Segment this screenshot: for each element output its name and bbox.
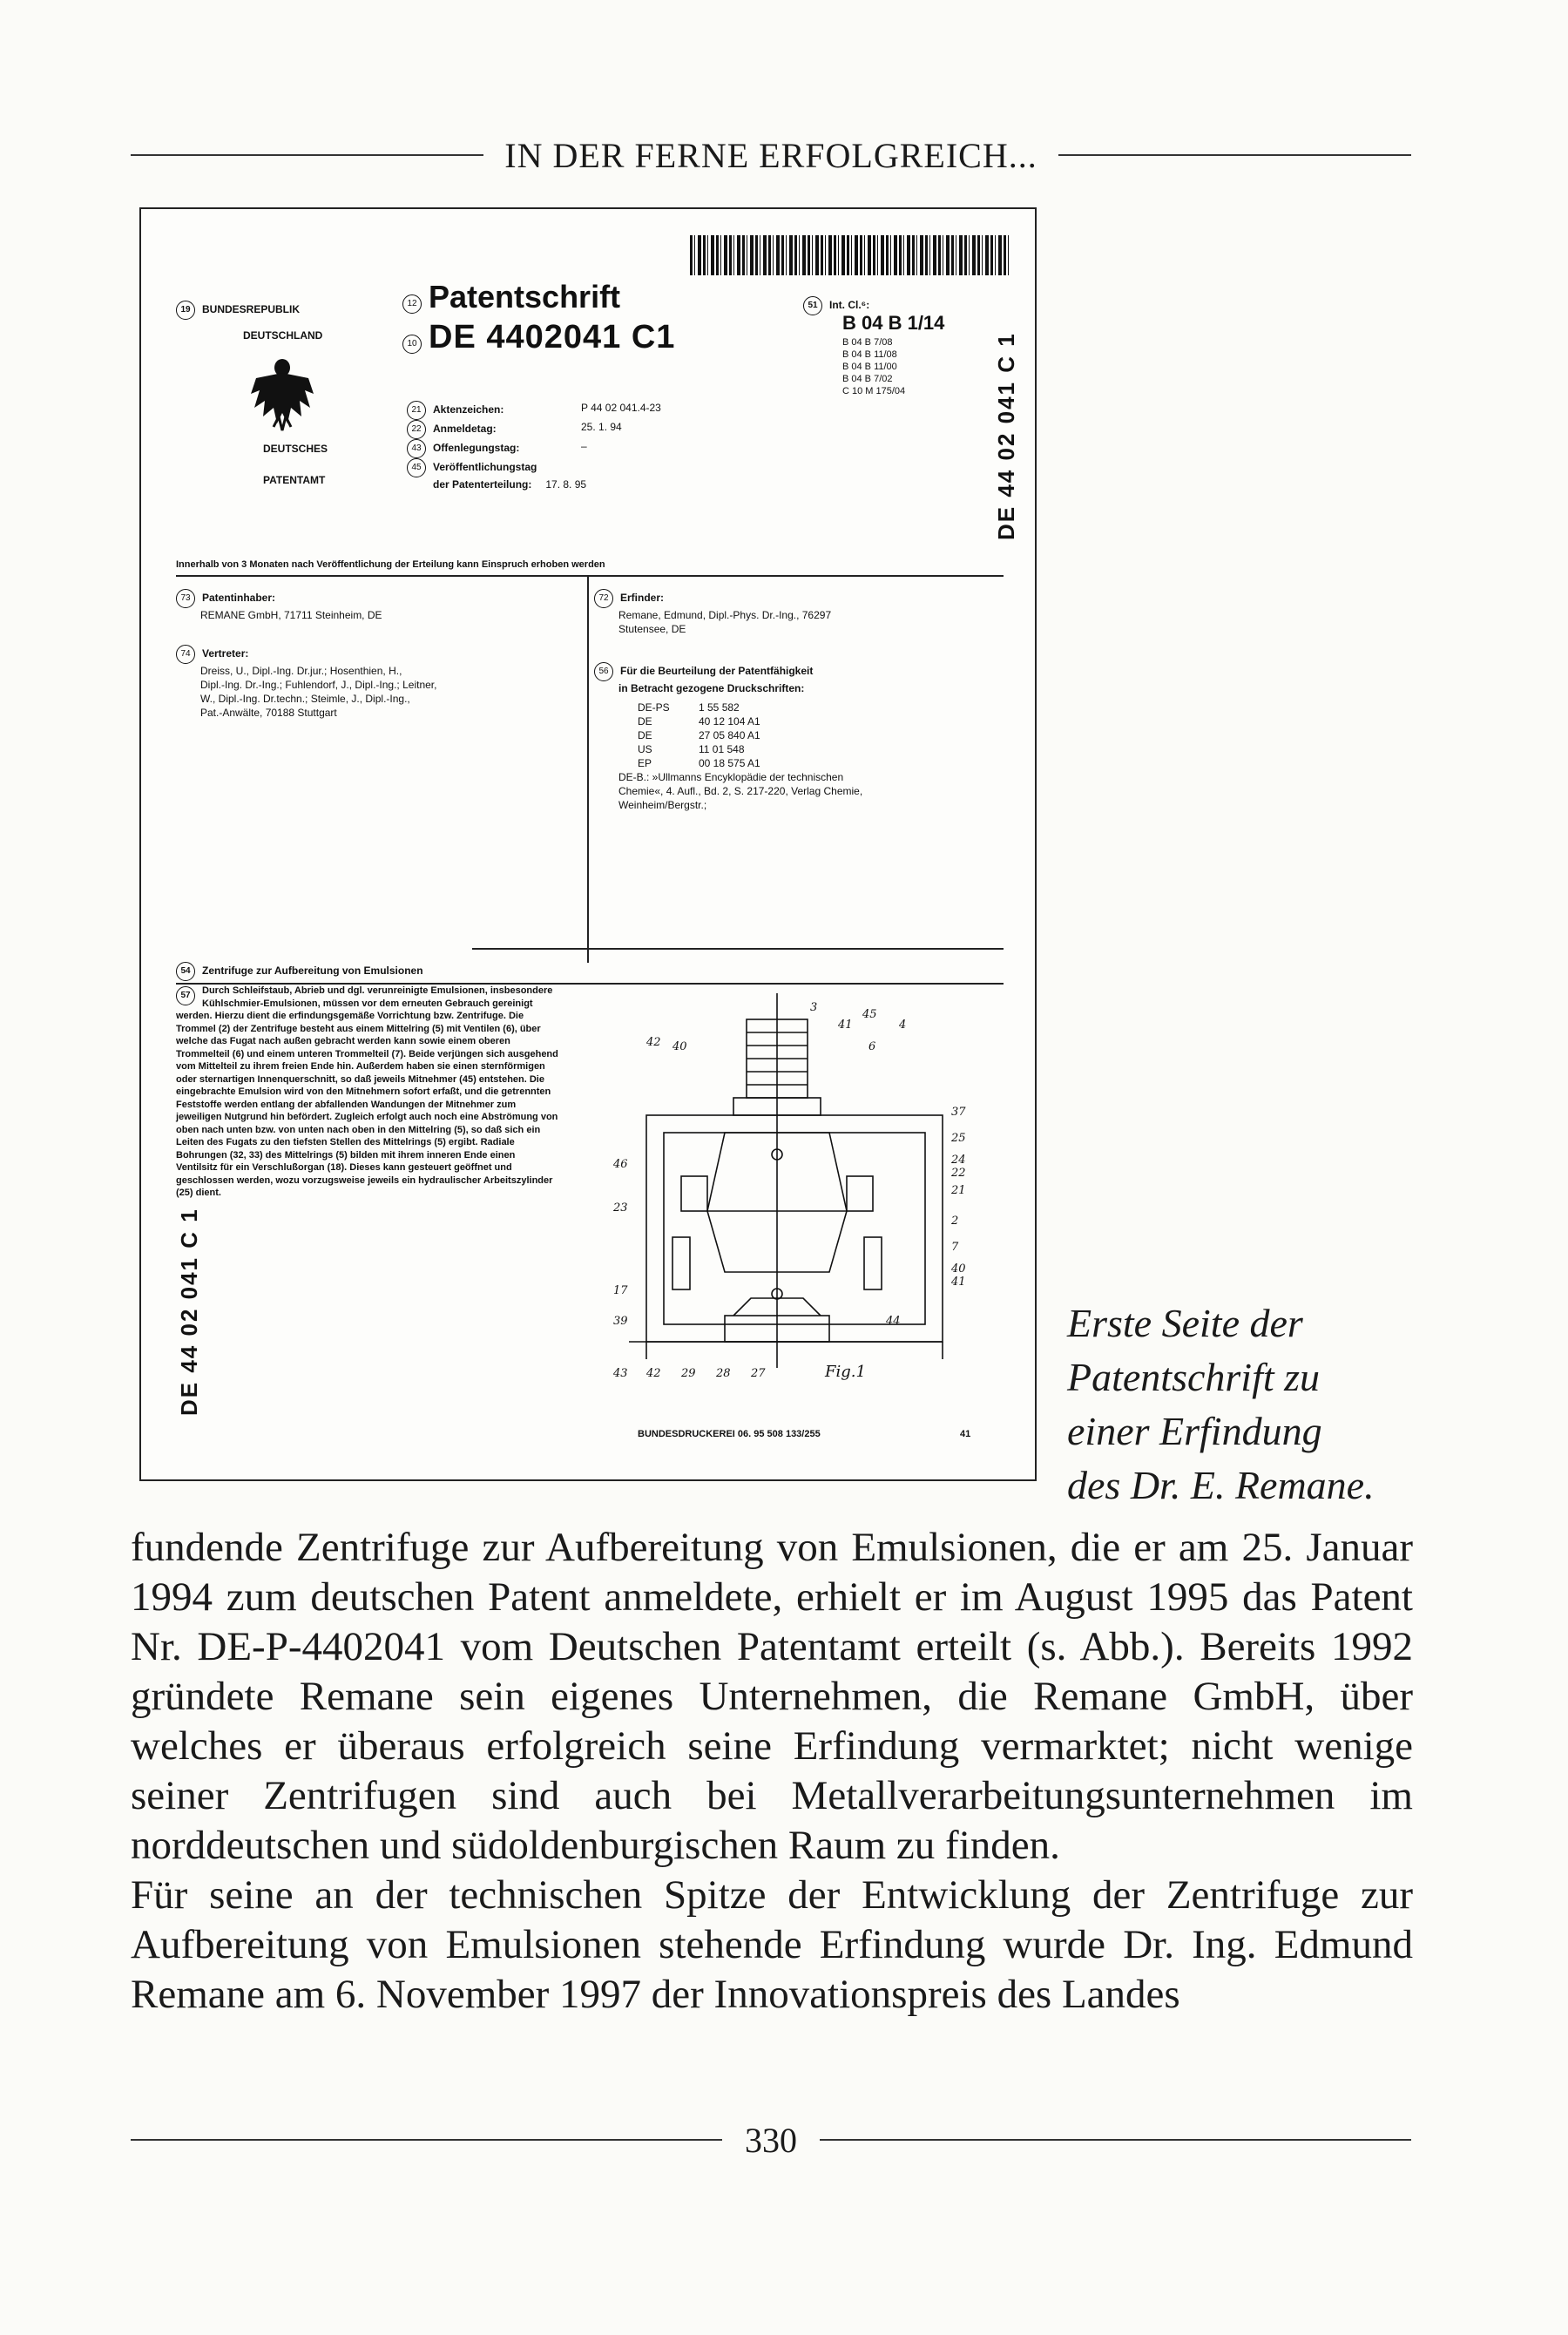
citation-number: 00 18 575 A1 xyxy=(699,757,760,769)
invention-title-text: Zentrifuge zur Aufbereitung von Emulsionen xyxy=(202,964,423,978)
side-number-top: DE 44 02 041 C 1 xyxy=(993,332,1019,540)
aktenzeichen-label: Aktenzeichen: xyxy=(433,403,504,416)
abstract-text: Durch Schleifstaub, Abrieb und dgl. verunreinigte Emulsionen, insbesondere Kühlschmier-Emulsionen, müssen vor dem erneuten Gebrauch gereinigt werden. Hierzu dient die erfindungsgemäße Vorrichtung bzw. Zentrifuge. Die Trommel (2) der Zentrifuge besteht aus einem Mittelring (5) mit Ventilen (6), über welche das Fugat nach außen gebracht werden kann sowie einem oberen Trommelteil (6) und einem unteren Trommelteil (7). Beide verjüngen sich ausgehend vom Mittelteil zu ihrem freien Ende hin. Außerdem haben sie einen sternförmigen oder sternartigen Innenquerschnitt, so daß jeweils Mitnehmer (45) entstehen. Die eingebrachte Emulsion wird von den Mitnehmern sofort erfaßt, und die getrennten Feststoffe werden entlang der abfallenden Wandungen der Mitnehmer zum jeweiligen Nutgrund hin befördert. Zugleich erfolgt auch noch eine Abströmung von oben nach unten bzw. von unten nach oben in den Mittelring (5), so daß sich ein Leiten des Fugats zu den tiefsten Stellen des Mittelrings (5) ergibt. Radiale Bohrungen (32, 33) des Mittelrings (5) bilden mit ihrem inneren Ende einen Ventilsitz für ein Verschlußorgan (18). Dieses kann gesteuert geöffnet und geschlossen werden, wozu vorzugsweise jeweils ein hydraulischer Arbeitszylinder (25) dient. xyxy=(176,985,558,1198)
intcl-line: B 04 B 7/08 xyxy=(842,337,893,348)
fig-label: Fig.1 xyxy=(825,1363,866,1381)
fig-ref: 41 xyxy=(951,1276,966,1289)
intcl-main: B 04 B 1/14 xyxy=(842,312,945,334)
vertreter-line: Pat.-Anwälte, 70188 Stuttgart xyxy=(200,707,337,719)
inid-54: 54 xyxy=(176,962,195,981)
offenlegungstag-label: Offenlegungstag: xyxy=(433,442,520,455)
fig-ref: 42 xyxy=(646,1036,661,1049)
inid-57: 57 xyxy=(176,986,195,1005)
citation-country: DE-PS xyxy=(638,701,670,714)
fig-ref: 27 xyxy=(751,1367,766,1380)
inhaber-value: REMANE GmbH, 71711 Steinheim, DE xyxy=(200,609,382,621)
fig-ref: 37 xyxy=(951,1106,966,1119)
inid-12: 12 xyxy=(402,294,422,314)
fig-ref: 3 xyxy=(810,1001,818,1014)
intcl-label: Int. Cl.⁶: xyxy=(829,299,870,312)
erfinder-line: Remane, Edmund, Dipl.-Phys. Dr.-Ing., 76297 xyxy=(618,609,832,621)
fig-ref: 28 xyxy=(716,1367,731,1380)
fig-ref: 17 xyxy=(613,1284,628,1297)
citations-block xyxy=(594,662,1004,812)
inid-73: 73 xyxy=(176,589,195,608)
intcl-line: B 04 B 11/08 xyxy=(842,349,897,360)
fig-ref: 25 xyxy=(951,1132,966,1145)
fig-ref: 46 xyxy=(613,1158,628,1171)
intcl-line: C 10 M 175/04 xyxy=(842,386,906,396)
page-number: 330 xyxy=(745,2120,797,2160)
citation-country: DE xyxy=(638,729,652,741)
intcl-line: B 04 B 11/00 xyxy=(842,362,897,372)
citations-label: Für die Beurteilung der Patentfähigkeit xyxy=(620,665,814,678)
page-footer xyxy=(131,2114,1411,2166)
fig-ref: 4 xyxy=(899,1019,907,1032)
office-line1: DEUTSCHES xyxy=(263,443,328,455)
inid-45: 45 xyxy=(407,458,426,477)
side-number-bottom: DE 44 02 041 C 1 xyxy=(176,1208,202,1416)
citation-number: 27 05 840 A1 xyxy=(699,729,760,741)
citation-number: 11 01 548 xyxy=(699,743,745,755)
printer-line: BUNDESDRUCKEREI 06. 95 508 133/255 xyxy=(638,1429,821,1439)
fig-ref: 24 xyxy=(951,1154,966,1167)
caption-line: Patentschrift zu xyxy=(1067,1355,1321,1399)
office-line2: PATENTAMT xyxy=(263,474,326,486)
inid-43: 43 xyxy=(407,439,426,458)
inid-51: 51 xyxy=(803,296,822,315)
offenlegungstag-value: – xyxy=(581,440,587,452)
fig-ref: 23 xyxy=(613,1201,628,1215)
citation-number: 40 12 104 A1 xyxy=(699,715,760,728)
inventor-block xyxy=(594,589,1004,636)
inid-74: 74 xyxy=(176,645,195,664)
inid-22: 22 xyxy=(407,420,426,439)
fig-ref: 40 xyxy=(672,1040,687,1053)
divider xyxy=(472,948,1004,950)
country-line2: DEUTSCHLAND xyxy=(243,329,323,342)
holder-block xyxy=(176,589,577,622)
anmeldetag-value: 25. 1. 94 xyxy=(581,421,622,433)
figure-caption xyxy=(1067,1296,1416,1513)
body-text xyxy=(131,1523,1413,2020)
doc-number-label: DE 4402041 C1 xyxy=(429,319,676,355)
inid-72: 72 xyxy=(594,589,613,608)
doc-type-label: Patentschrift xyxy=(429,279,621,315)
caption-line: einer Erfindung xyxy=(1067,1409,1322,1453)
vertreter-line: W., Dipl.-Ing. Dr.techn.; Steimle, J., Dipl.-Ing., xyxy=(200,693,410,705)
body-paragraph-2: Für seine an der technischen Spitze der Entwicklung der Zentrifuge zur Aufbereitung von Emulsionen stehende Erfindung wurde Dr. Ing. Edmund Remane am 6. November 1997 der Innovationspreis des Landes xyxy=(131,1872,1413,2017)
doc-number xyxy=(402,319,675,356)
fig-ref: 2 xyxy=(951,1215,959,1228)
citation-country: EP xyxy=(638,757,652,769)
fig-ref: 7 xyxy=(951,1241,959,1254)
fig-ref: 42 xyxy=(646,1367,661,1380)
fig-ref: 39 xyxy=(613,1315,628,1328)
erfinder-label: Erfinder: xyxy=(620,592,665,605)
vertreter-label: Vertreter: xyxy=(202,647,249,660)
veroeff-value: 17. 8. 95 xyxy=(545,478,587,491)
invention-title xyxy=(176,962,423,981)
citation-extra: DE-B.: »Ullmanns Encyklopädie der technischen xyxy=(618,771,844,783)
citation-number: 1 55 582 xyxy=(699,701,740,714)
divider xyxy=(176,575,1004,577)
country-block xyxy=(176,301,300,320)
inhaber-label: Patentinhaber: xyxy=(202,592,276,605)
inid-19: 19 xyxy=(176,301,195,320)
running-head-title: IN DER FERNE ERFOLGREICH... xyxy=(504,135,1037,175)
fig-ref: 43 xyxy=(613,1367,628,1380)
body-paragraph-1: fundende Zentrifuge zur Aufbereitung von Emulsionen, die er am 25. Januar 1994 zum deutschen Patent anmeldete, erhielt er im August 1995 das Patent Nr. DE-P-4402041 vom Deutschen Patentamt erteilt (s. Abb.). Bereits 1992 gründete Remane sein eigenes Unternehmen, die Remane GmbH, über welches er überaus erfolgreich seine Erfindung vermarktet; nicht wenige seiner Zentrifugen sind auch bei Metallverarbeitungsunternehmen im norddeutschen und südoldenburgischen Raum zu finden. xyxy=(131,1525,1413,1868)
inid-21: 21 xyxy=(407,401,426,420)
aktenzeichen-value: P 44 02 041.4-23 xyxy=(581,402,661,414)
veroeff-label2: der Patenterteilung: xyxy=(433,478,532,491)
header-rule-right xyxy=(1058,154,1411,156)
column-divider xyxy=(587,575,589,963)
page-code: 41 xyxy=(960,1429,971,1439)
intcl-line: B 04 B 7/02 xyxy=(842,374,893,384)
centrifuge-drawing xyxy=(594,985,1012,1403)
inid-10: 10 xyxy=(402,335,422,354)
intcl-lines xyxy=(842,336,905,397)
country-line1: BUNDESREPUBLIK xyxy=(202,303,301,316)
fig-ref: 6 xyxy=(868,1040,876,1053)
inid-56: 56 xyxy=(594,662,613,681)
anmeldetag-label: Anmeldetag: xyxy=(433,423,497,436)
fig-ref: 41 xyxy=(838,1019,853,1032)
eagle-emblem-icon xyxy=(247,355,317,432)
fig-ref: 22 xyxy=(951,1167,966,1180)
citation-extra: Weinheim/Bergstr.; xyxy=(618,799,707,811)
representative-block xyxy=(176,645,577,720)
fig-ref: 45 xyxy=(862,1008,877,1021)
citation-list xyxy=(594,700,1004,770)
caption-line: Erste Seite der xyxy=(1067,1301,1303,1345)
erfinder-line: Stutensee, DE xyxy=(618,623,686,635)
citation-country: US xyxy=(638,743,652,755)
fig-ref: 21 xyxy=(951,1184,966,1197)
patent-figure xyxy=(139,207,1037,1481)
caption-line: des Dr. E. Remane. xyxy=(1067,1463,1375,1507)
fig-ref: 29 xyxy=(681,1367,696,1380)
barcode xyxy=(690,235,1010,275)
fig-ref: 44 xyxy=(886,1315,901,1328)
fig-ref: 40 xyxy=(951,1262,966,1276)
footer-rule-right xyxy=(820,2139,1411,2141)
running-head xyxy=(131,129,1411,181)
citation-country: DE xyxy=(638,715,652,728)
vertreter-line: Dipl.-Ing. Dr.-Ing.; Fuhlendorf, J., Dipl.-Ing.; Leitner, xyxy=(200,679,437,691)
header-rule-left xyxy=(131,154,483,156)
citations-label: in Betracht gezogene Druckschriften: xyxy=(618,682,805,694)
abstract xyxy=(176,985,559,1200)
application-data xyxy=(407,401,694,491)
doc-type xyxy=(402,279,620,315)
footer-rule-left xyxy=(131,2139,722,2141)
opposition-notice: Innerhalb von 3 Monaten nach Veröffentlichung der Erteilung kann Einspruch erhoben werden xyxy=(176,559,605,570)
veroeff-label1: Veröffentlichungstag xyxy=(433,461,537,474)
citation-extra: Chemie«, 4. Aufl., Bd. 2, S. 217-220, Verlag Chemie, xyxy=(618,785,863,797)
vertreter-line: Dreiss, U., Dipl.-Ing. Dr.jur.; Hosenthien, H., xyxy=(200,665,402,677)
